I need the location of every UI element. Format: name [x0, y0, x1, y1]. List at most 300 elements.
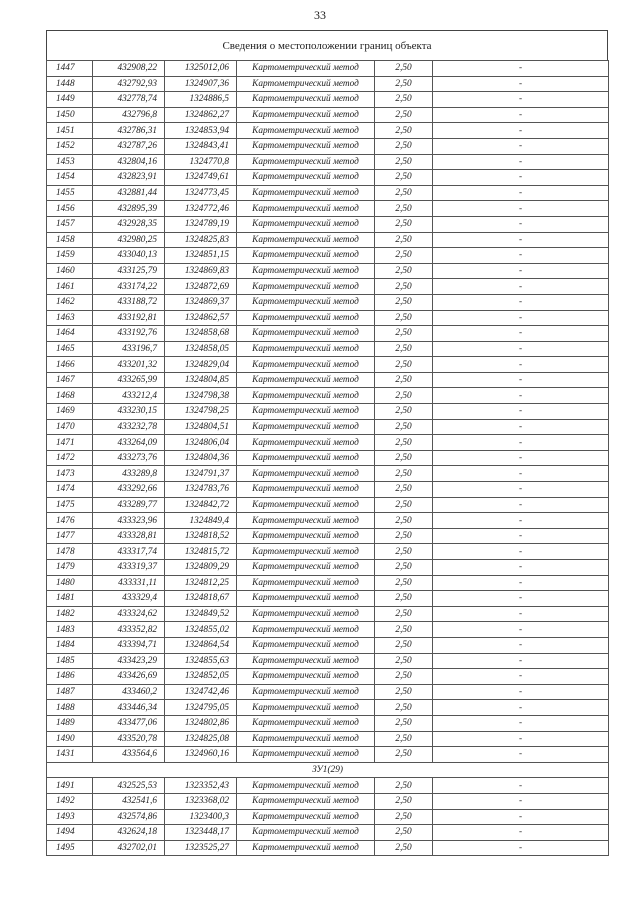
accuracy-cell: 2,50 — [375, 684, 433, 700]
point-number-cell: 1454 — [47, 170, 93, 186]
table-row — [47, 622, 609, 638]
x-coordinate-cell: 433394,71 — [93, 637, 165, 653]
y-coordinate-cell: 1324907,36 — [165, 76, 237, 92]
description-cell: - — [433, 216, 609, 232]
x-coordinate-cell: 433423,29 — [93, 653, 165, 669]
point-number-cell: 1469 — [47, 404, 93, 420]
description-cell: - — [433, 279, 609, 295]
table-row — [47, 715, 609, 731]
accuracy-cell: 2,50 — [375, 123, 433, 139]
accuracy-cell: 2,50 — [375, 216, 433, 232]
x-coordinate-cell: 433352,82 — [93, 622, 165, 638]
y-coordinate-cell: 1325012,06 — [165, 61, 237, 77]
table-row — [47, 669, 609, 685]
y-coordinate-cell: 1324812,25 — [165, 575, 237, 591]
point-number-cell: 1470 — [47, 419, 93, 435]
method-cell: Картометрический метод — [237, 435, 375, 451]
method-cell: Картометрический метод — [237, 154, 375, 170]
point-number-cell: 1460 — [47, 263, 93, 279]
point-number-cell: 1478 — [47, 544, 93, 560]
method-cell: Картометрический метод — [237, 357, 375, 373]
point-number-cell: 1461 — [47, 279, 93, 295]
description-cell: - — [433, 669, 609, 685]
x-coordinate-cell: 433196,7 — [93, 341, 165, 357]
y-coordinate-cell: 1324851,15 — [165, 248, 237, 264]
accuracy-cell: 2,50 — [375, 653, 433, 669]
method-cell: Картометрический метод — [237, 747, 375, 763]
point-number-cell: 1464 — [47, 326, 93, 342]
method-cell: Картометрический метод — [237, 216, 375, 232]
y-coordinate-cell: 1324804,36 — [165, 450, 237, 466]
method-cell: Картометрический метод — [237, 92, 375, 108]
accuracy-cell: 2,50 — [375, 637, 433, 653]
accuracy-cell: 2,50 — [375, 482, 433, 498]
description-cell: - — [433, 294, 609, 310]
y-coordinate-cell: 1323448,17 — [165, 825, 237, 841]
table-row — [47, 154, 609, 170]
description-cell: - — [433, 482, 609, 498]
accuracy-cell: 2,50 — [375, 138, 433, 154]
description-cell: - — [433, 357, 609, 373]
y-coordinate-cell: 1324749,61 — [165, 170, 237, 186]
point-number-cell: 1472 — [47, 450, 93, 466]
accuracy-cell: 2,50 — [375, 170, 433, 186]
table-row — [47, 279, 609, 295]
method-cell: Картометрический метод — [237, 700, 375, 716]
description-cell: - — [433, 61, 609, 77]
x-coordinate-cell: 433188,72 — [93, 294, 165, 310]
y-coordinate-cell: 1324791,37 — [165, 466, 237, 482]
description-cell: - — [433, 263, 609, 279]
description-cell: - — [433, 575, 609, 591]
point-number-cell: 1487 — [47, 684, 93, 700]
accuracy-cell: 2,50 — [375, 622, 433, 638]
y-coordinate-cell: 1324804,51 — [165, 419, 237, 435]
x-coordinate-cell: 433319,37 — [93, 560, 165, 576]
x-coordinate-cell: 433125,79 — [93, 263, 165, 279]
method-cell: Картометрический метод — [237, 404, 375, 420]
description-cell: - — [433, 606, 609, 622]
table-body-a — [47, 61, 609, 763]
method-cell: Картометрический метод — [237, 123, 375, 139]
point-number-cell: 1483 — [47, 622, 93, 638]
description-cell: - — [433, 731, 609, 747]
point-number-cell: 1488 — [47, 700, 93, 716]
y-coordinate-cell: 1324809,29 — [165, 560, 237, 576]
accuracy-cell: 2,50 — [375, 560, 433, 576]
y-coordinate-cell: 1324886,5 — [165, 92, 237, 108]
table-row — [47, 482, 609, 498]
method-cell: Картометрический метод — [237, 731, 375, 747]
y-coordinate-cell: 1324842,72 — [165, 497, 237, 513]
accuracy-cell: 2,50 — [375, 731, 433, 747]
description-cell: - — [433, 778, 609, 794]
y-coordinate-cell: 1324960,16 — [165, 747, 237, 763]
y-coordinate-cell: 1324855,02 — [165, 622, 237, 638]
point-number-cell: 1479 — [47, 560, 93, 576]
accuracy-cell: 2,50 — [375, 606, 433, 622]
point-number-cell: 1451 — [47, 123, 93, 139]
point-number-cell: 1455 — [47, 185, 93, 201]
x-coordinate-cell: 433324,62 — [93, 606, 165, 622]
table-row — [47, 684, 609, 700]
table-row — [47, 263, 609, 279]
table-row — [47, 61, 609, 77]
description-cell: - — [433, 700, 609, 716]
method-cell: Картометрический метод — [237, 840, 375, 856]
method-cell: Картометрический метод — [237, 185, 375, 201]
y-coordinate-cell: 1324869,37 — [165, 294, 237, 310]
method-cell: Картометрический метод — [237, 825, 375, 841]
accuracy-cell: 2,50 — [375, 450, 433, 466]
table-row — [47, 497, 609, 513]
accuracy-cell: 2,50 — [375, 310, 433, 326]
method-cell: Картометрический метод — [237, 419, 375, 435]
point-number-cell: 1453 — [47, 154, 93, 170]
description-cell: - — [433, 185, 609, 201]
table-row — [47, 637, 609, 653]
description-cell: - — [433, 513, 609, 529]
method-cell: Картометрический метод — [237, 341, 375, 357]
y-coordinate-cell: 1324825,08 — [165, 731, 237, 747]
table-row — [47, 731, 609, 747]
x-coordinate-cell: 432778,74 — [93, 92, 165, 108]
method-cell: Картометрический метод — [237, 201, 375, 217]
table-row — [47, 372, 609, 388]
method-cell: Картометрический метод — [237, 138, 375, 154]
description-cell: - — [433, 201, 609, 217]
point-number-cell: 1458 — [47, 232, 93, 248]
y-coordinate-cell: 1324869,83 — [165, 263, 237, 279]
table-row — [47, 778, 609, 794]
y-coordinate-cell: 1324804,85 — [165, 372, 237, 388]
x-coordinate-cell: 432796,8 — [93, 107, 165, 123]
point-number-cell: 1459 — [47, 248, 93, 264]
x-coordinate-cell: 433040,13 — [93, 248, 165, 264]
x-coordinate-cell: 433317,74 — [93, 544, 165, 560]
y-coordinate-cell: 1324773,45 — [165, 185, 237, 201]
method-cell: Картометрический метод — [237, 482, 375, 498]
x-coordinate-cell: 432895,39 — [93, 201, 165, 217]
description-cell: - — [433, 591, 609, 607]
x-coordinate-cell: 433232,78 — [93, 419, 165, 435]
x-coordinate-cell: 432541,6 — [93, 793, 165, 809]
section-label: ЗУ1(29) — [47, 762, 609, 778]
point-number-cell: 1493 — [47, 809, 93, 825]
accuracy-cell: 2,50 — [375, 715, 433, 731]
description-cell: - — [433, 544, 609, 560]
accuracy-cell: 2,50 — [375, 419, 433, 435]
point-number-cell: 1467 — [47, 372, 93, 388]
description-cell: - — [433, 372, 609, 388]
accuracy-cell: 2,50 — [375, 700, 433, 716]
y-coordinate-cell: 1324783,76 — [165, 482, 237, 498]
y-coordinate-cell: 1324798,25 — [165, 404, 237, 420]
table-row — [47, 544, 609, 560]
table-row — [47, 185, 609, 201]
method-cell: Картометрический метод — [237, 544, 375, 560]
x-coordinate-cell: 433329,4 — [93, 591, 165, 607]
method-cell: Картометрический метод — [237, 684, 375, 700]
accuracy-cell: 2,50 — [375, 201, 433, 217]
table-row — [47, 92, 609, 108]
method-cell: Картометрический метод — [237, 326, 375, 342]
table-row — [47, 357, 609, 373]
table-row — [47, 123, 609, 139]
accuracy-cell: 2,50 — [375, 404, 433, 420]
x-coordinate-cell: 432787,26 — [93, 138, 165, 154]
accuracy-cell: 2,50 — [375, 513, 433, 529]
x-coordinate-cell: 433331,11 — [93, 575, 165, 591]
x-coordinate-cell: 432980,25 — [93, 232, 165, 248]
table-row — [47, 201, 609, 217]
method-cell: Картометрический метод — [237, 466, 375, 482]
description-cell: - — [433, 747, 609, 763]
point-number-cell: 1466 — [47, 357, 93, 373]
description-cell: - — [433, 107, 609, 123]
table-row — [47, 341, 609, 357]
description-cell: - — [433, 684, 609, 700]
x-coordinate-cell: 432928,35 — [93, 216, 165, 232]
method-cell: Картометрический метод — [237, 248, 375, 264]
table-row — [47, 170, 609, 186]
table-row — [47, 216, 609, 232]
accuracy-cell: 2,50 — [375, 591, 433, 607]
accuracy-cell: 2,50 — [375, 232, 433, 248]
table-row — [47, 435, 609, 451]
x-coordinate-cell: 432792,93 — [93, 76, 165, 92]
table-row — [47, 326, 609, 342]
x-coordinate-cell: 433192,81 — [93, 310, 165, 326]
description-cell: - — [433, 388, 609, 404]
accuracy-cell: 2,50 — [375, 669, 433, 685]
y-coordinate-cell: 1324789,19 — [165, 216, 237, 232]
accuracy-cell: 2,50 — [375, 528, 433, 544]
description-cell: - — [433, 466, 609, 482]
method-cell: Картометрический метод — [237, 170, 375, 186]
description-cell: - — [433, 154, 609, 170]
coordinates-table — [46, 60, 609, 856]
y-coordinate-cell: 1323368,02 — [165, 793, 237, 809]
table-row — [47, 294, 609, 310]
y-coordinate-cell: 1324825,83 — [165, 232, 237, 248]
description-cell: - — [433, 637, 609, 653]
table-row — [47, 747, 609, 763]
table-row — [47, 388, 609, 404]
y-coordinate-cell: 1324770,8 — [165, 154, 237, 170]
description-cell: - — [433, 450, 609, 466]
description-cell: - — [433, 793, 609, 809]
x-coordinate-cell: 432823,91 — [93, 170, 165, 186]
accuracy-cell: 2,50 — [375, 279, 433, 295]
x-coordinate-cell: 433174,22 — [93, 279, 165, 295]
accuracy-cell: 2,50 — [375, 747, 433, 763]
method-cell: Картометрический метод — [237, 669, 375, 685]
x-coordinate-cell: 432804,16 — [93, 154, 165, 170]
description-cell: - — [433, 170, 609, 186]
point-number-cell: 1481 — [47, 591, 93, 607]
description-cell: - — [433, 622, 609, 638]
method-cell: Картометрический метод — [237, 653, 375, 669]
point-number-cell: 1457 — [47, 216, 93, 232]
accuracy-cell: 2,50 — [375, 107, 433, 123]
y-coordinate-cell: 1324872,69 — [165, 279, 237, 295]
x-coordinate-cell: 433426,69 — [93, 669, 165, 685]
method-cell: Картометрический метод — [237, 793, 375, 809]
accuracy-cell: 2,50 — [375, 778, 433, 794]
point-number-cell: 1494 — [47, 825, 93, 841]
table-row — [47, 419, 609, 435]
method-cell: Картометрический метод — [237, 637, 375, 653]
table-row — [47, 700, 609, 716]
y-coordinate-cell: 1323400,3 — [165, 809, 237, 825]
y-coordinate-cell: 1324829,04 — [165, 357, 237, 373]
point-number-cell: 1482 — [47, 606, 93, 622]
x-coordinate-cell: 433230,15 — [93, 404, 165, 420]
y-coordinate-cell: 1324862,27 — [165, 107, 237, 123]
table-row — [47, 107, 609, 123]
point-number-cell: 1484 — [47, 637, 93, 653]
point-number-cell: 1471 — [47, 435, 93, 451]
method-cell: Картометрический метод — [237, 372, 375, 388]
coordinates-table-frame — [46, 30, 608, 856]
description-cell: - — [433, 825, 609, 841]
table-row — [47, 793, 609, 809]
table-row — [47, 310, 609, 326]
y-coordinate-cell: 1324843,41 — [165, 138, 237, 154]
x-coordinate-cell: 432525,53 — [93, 778, 165, 794]
point-number-cell: 1468 — [47, 388, 93, 404]
y-coordinate-cell: 1324862,57 — [165, 310, 237, 326]
point-number-cell: 1465 — [47, 341, 93, 357]
table-row — [47, 606, 609, 622]
x-coordinate-cell: 433265,99 — [93, 372, 165, 388]
method-cell: Картометрический метод — [237, 279, 375, 295]
table-row — [47, 404, 609, 420]
description-cell: - — [433, 138, 609, 154]
x-coordinate-cell: 432786,31 — [93, 123, 165, 139]
point-number-cell: 1462 — [47, 294, 93, 310]
y-coordinate-cell: 1324858,05 — [165, 341, 237, 357]
method-cell: Картометрический метод — [237, 513, 375, 529]
accuracy-cell: 2,50 — [375, 466, 433, 482]
table-body-b — [47, 778, 609, 856]
x-coordinate-cell: 433212,4 — [93, 388, 165, 404]
method-cell: Картометрический метод — [237, 310, 375, 326]
x-coordinate-cell: 433323,96 — [93, 513, 165, 529]
accuracy-cell: 2,50 — [375, 294, 433, 310]
x-coordinate-cell: 433201,32 — [93, 357, 165, 373]
point-number-cell: 1450 — [47, 107, 93, 123]
y-coordinate-cell: 1324849,52 — [165, 606, 237, 622]
table-row — [47, 653, 609, 669]
method-cell: Картометрический метод — [237, 263, 375, 279]
table-row — [47, 513, 609, 529]
point-number-cell: 1475 — [47, 497, 93, 513]
accuracy-cell: 2,50 — [375, 92, 433, 108]
method-cell: Картометрический метод — [237, 107, 375, 123]
point-number-cell: 1473 — [47, 466, 93, 482]
description-cell: - — [433, 326, 609, 342]
method-cell: Картометрический метод — [237, 497, 375, 513]
table-row — [47, 591, 609, 607]
accuracy-cell: 2,50 — [375, 809, 433, 825]
description-cell: - — [433, 840, 609, 856]
method-cell: Картометрический метод — [237, 606, 375, 622]
description-cell: - — [433, 809, 609, 825]
point-number-cell: 1456 — [47, 201, 93, 217]
accuracy-cell: 2,50 — [375, 357, 433, 373]
accuracy-cell: 2,50 — [375, 544, 433, 560]
description-cell: - — [433, 76, 609, 92]
method-cell: Картометрический метод — [237, 528, 375, 544]
method-cell: Картометрический метод — [237, 232, 375, 248]
table-row — [47, 450, 609, 466]
section-row — [47, 762, 609, 778]
x-coordinate-cell: 433289,77 — [93, 497, 165, 513]
point-number-cell: 1491 — [47, 778, 93, 794]
point-number-cell: 1447 — [47, 61, 93, 77]
point-number-cell: 1495 — [47, 840, 93, 856]
table-row — [47, 825, 609, 841]
description-cell: - — [433, 310, 609, 326]
x-coordinate-cell: 432908,22 — [93, 61, 165, 77]
y-coordinate-cell: 1324858,68 — [165, 326, 237, 342]
point-number-cell: 1431 — [47, 747, 93, 763]
description-cell: - — [433, 123, 609, 139]
description-cell: - — [433, 715, 609, 731]
x-coordinate-cell: 432702,01 — [93, 840, 165, 856]
y-coordinate-cell: 1324795,05 — [165, 700, 237, 716]
accuracy-cell: 2,50 — [375, 76, 433, 92]
table-row — [47, 248, 609, 264]
accuracy-cell: 2,50 — [375, 388, 433, 404]
description-cell: - — [433, 528, 609, 544]
description-cell: - — [433, 248, 609, 264]
method-cell: Картометрический метод — [237, 294, 375, 310]
accuracy-cell: 2,50 — [375, 326, 433, 342]
method-cell: Картометрический метод — [237, 622, 375, 638]
method-cell: Картометрический метод — [237, 560, 375, 576]
point-number-cell: 1490 — [47, 731, 93, 747]
description-cell: - — [433, 435, 609, 451]
x-coordinate-cell: 432574,86 — [93, 809, 165, 825]
description-cell: - — [433, 341, 609, 357]
table-title: Сведения о местоположении границ объекта — [46, 30, 608, 60]
accuracy-cell: 2,50 — [375, 248, 433, 264]
accuracy-cell: 2,50 — [375, 825, 433, 841]
point-number-cell: 1448 — [47, 76, 93, 92]
table-section — [47, 762, 609, 778]
method-cell: Картометрический метод — [237, 575, 375, 591]
table-row — [47, 528, 609, 544]
y-coordinate-cell: 1324798,38 — [165, 388, 237, 404]
method-cell: Картометрический метод — [237, 450, 375, 466]
x-coordinate-cell: 433477,06 — [93, 715, 165, 731]
x-coordinate-cell: 433564,6 — [93, 747, 165, 763]
accuracy-cell: 2,50 — [375, 154, 433, 170]
point-number-cell: 1485 — [47, 653, 93, 669]
point-number-cell: 1477 — [47, 528, 93, 544]
point-number-cell: 1476 — [47, 513, 93, 529]
y-coordinate-cell: 1324772,46 — [165, 201, 237, 217]
description-cell: - — [433, 92, 609, 108]
y-coordinate-cell: 1324815,72 — [165, 544, 237, 560]
x-coordinate-cell: 433264,09 — [93, 435, 165, 451]
accuracy-cell: 2,50 — [375, 61, 433, 77]
description-cell: - — [433, 419, 609, 435]
x-coordinate-cell: 433328,81 — [93, 528, 165, 544]
